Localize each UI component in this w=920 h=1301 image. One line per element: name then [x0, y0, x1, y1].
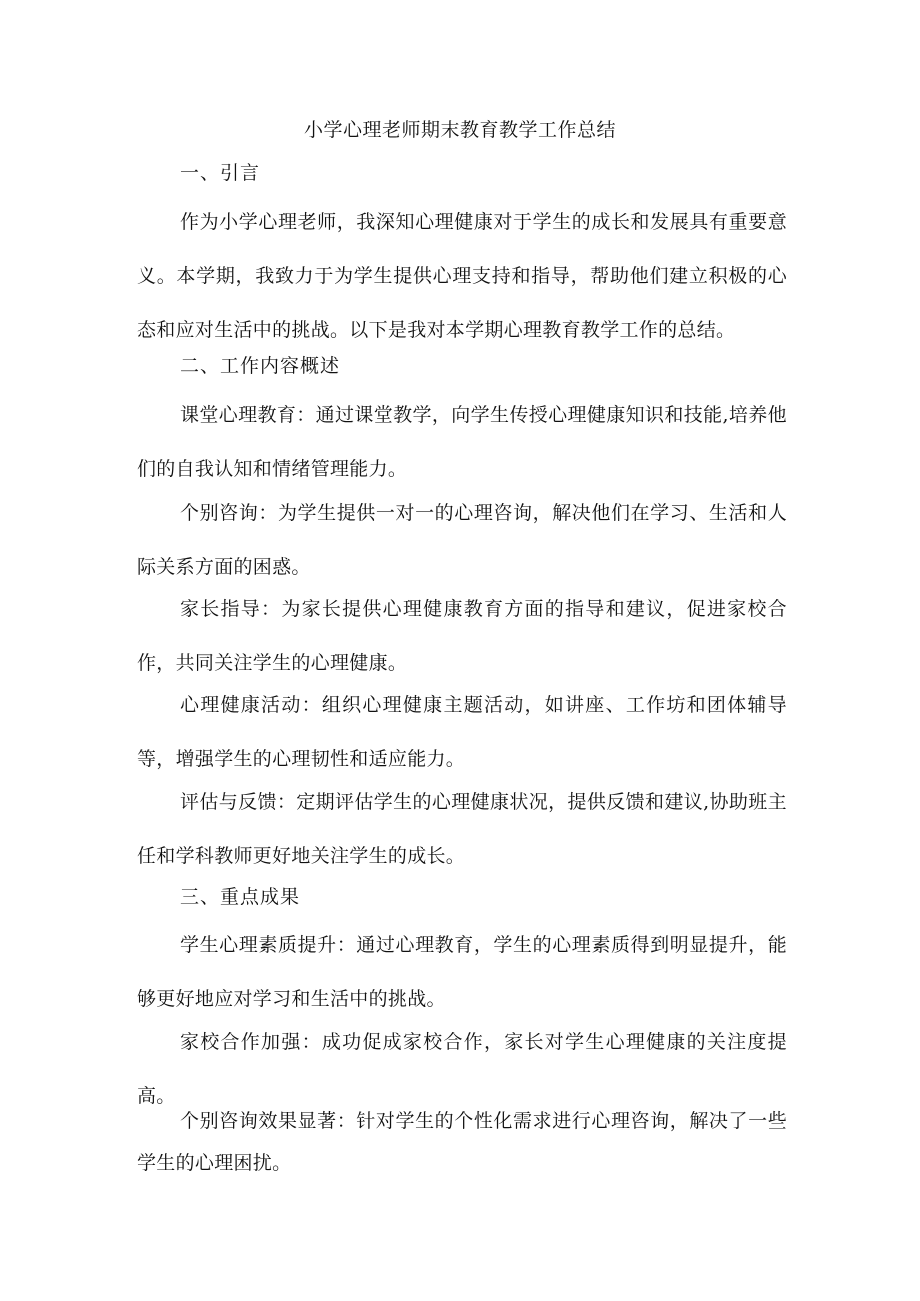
- paragraph-assessment-feedback: 评估与反馈：定期评估学生的心理健康状况，提供反馈和建议,协助班主任和学科教师更好地关注学生的成长。: [137, 791, 787, 867]
- document-title: 小学心理老师期末教育教学工作总结: [303, 119, 616, 141]
- paragraph-parent-guidance: 家长指导：为家长提供心理健康教育方面的指导和建议，促进家校合作，共同关注学生的心理健康。: [137, 598, 787, 674]
- paragraph-counseling-effect: 个别咨询效果显著：针对学生的个性化需求进行心理咨询，解决了一些学生的心理困扰。: [137, 1110, 787, 1174]
- section-heading-work-overview: 二、工作内容概述: [180, 355, 341, 377]
- paragraph-home-school-cooperation: 家校合作加强：成功促成家校合作，家长对学生心理健康的关注度提高。: [137, 1031, 787, 1107]
- paragraph-classroom-education: 课堂心理教育：通过课堂教学，向学生传授心理健康知识和技能,培养他们的自我认知和情绪管理能力。: [137, 404, 787, 480]
- paragraph-mental-health-activities: 心理健康活动：组织心理健康主题活动，如讲座、工作坊和团体辅导等，增强学生的心理韧性和适应能力。: [137, 694, 787, 770]
- paragraph-individual-counseling: 个别咨询：为学生提供一对一的心理咨询，解决他们在学习、生活和人际关系方面的困惑。: [137, 502, 787, 578]
- paragraph-student-quality: 学生心理素质提升：通过心理教育，学生的心理素质得到明显提升，能够更好地应对学习和生活中的挑战。: [137, 934, 787, 1010]
- paragraph-intro: 作为小学心理老师，我深知心理健康对于学生的成长和发展具有重要意义。本学期，我致力于为学生提供心理支持和指导，帮助他们建立积极的心态和应对生活中的挑战。以下是我对本学期心理教育教学工作的总结。: [137, 211, 787, 341]
- section-heading-intro: 一、引言: [180, 162, 261, 184]
- section-heading-key-results: 三、重点成果: [180, 886, 301, 908]
